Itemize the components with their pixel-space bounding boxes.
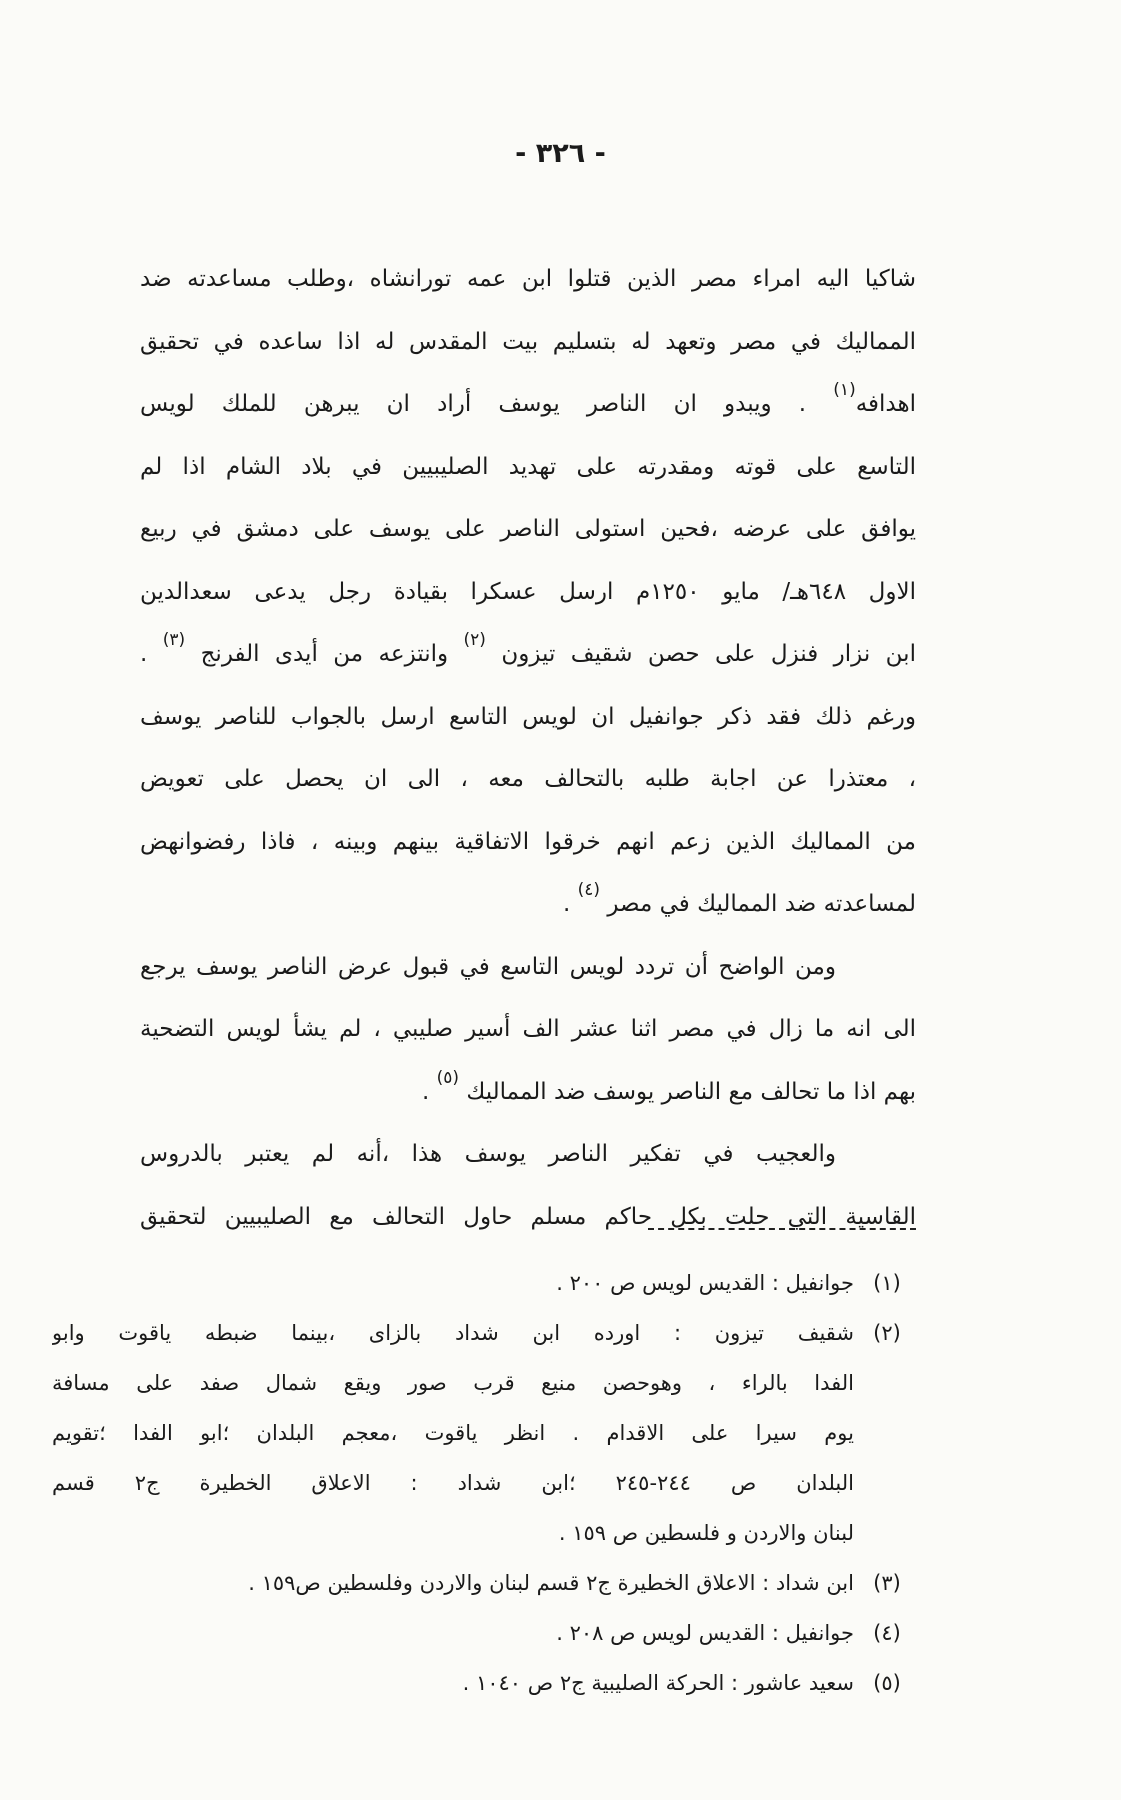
page-number: - ٣٢٦ - (515, 138, 606, 169)
body-line-part: لمساعدته ضد المماليك في مصر (607, 891, 916, 917)
footnote-line: لبنان والاردن و فلسطين ص ١٥٩ . (558, 1521, 854, 1545)
footnote-ref: (١) (833, 380, 856, 400)
body-line: يوافق على عرضه ،فحين استولى الناصر على يوسف على دمشق في ربيع (140, 516, 916, 542)
body-line: ، معتذرا عن اجابة طلبه بالتحالف معه ، الى ان يحصل على تعويض (140, 766, 916, 792)
footnote-number: (٤) (873, 1621, 901, 1645)
body-line-rest: ويبدو ان الناصر يوسف أراد ان يبرهن للملك لويس (140, 391, 772, 417)
body-line: لمساعدته ضد المماليك في مصر $^{(٤)}$ . (562, 880, 916, 917)
body-line: ابن نزار فنزل على حصن شقيف تيزون $^{(٢)}$ وانتزعه من أيدى الفرنج $^{(٣)}$ . (140, 630, 916, 667)
body-line: والعجيب في تفكير الناصر يوسف هذا ،أنه لم يعتبر بالدروس (140, 1141, 836, 1167)
body-line: بهم اذا ما تحالف مع الناصر يوسف ضد المماليك $^{(٥)}$ . (421, 1067, 916, 1105)
footnote-body (52, 1558, 854, 1608)
body-line: من المماليك الذين زعم انهم خرقوا الاتفاقية بينهم وبينه ، فاذا رفضوانهض (140, 828, 916, 855)
footnote-number: (٥) (873, 1671, 901, 1695)
body-line: الاول ٦٤٨هـ/ مايو ١٢٥٠م ارسل عسكرا بقيادة رجل يدعى سعدالدين (140, 578, 916, 605)
footnote-ref: (٤) (577, 880, 601, 900)
body-line-part: ابن نزار فنزل على حصن شقيف تيزون (501, 641, 916, 667)
body-line-start: اهدافه (855, 391, 916, 417)
footnote-line: سعيد عاشور : الحركة الصليبية ج٢ ص ١٠٤٠ . (462, 1671, 854, 1695)
footnote (52, 1658, 920, 1708)
footnote-line: جوانفيل : القديس لويس ص ٢٠٠ . (556, 1271, 854, 1295)
footnote-number: (٣) (873, 1571, 901, 1595)
body-line: التاسع على قوته ومقدرته على تهديد الصليبيين في بلاد الشام اذا لم (140, 453, 916, 480)
footnote-ref: (٥) (436, 1067, 460, 1088)
footnote (52, 1308, 920, 1558)
footnote-number: (١) (873, 1271, 901, 1295)
body-text (140, 248, 916, 1248)
footnote-line: الفدا بالراء ، وهوحصن منيع قرب صور ويقع شمال صفد على مسافة (52, 1371, 854, 1395)
footnote (52, 1608, 920, 1658)
footnote-line: البلدان ص ٢٤٤-٢٤٥ ؛ابن شداد : الاعلاق الخطيرة ج٢ قسم (52, 1471, 854, 1495)
body-line-part: وانتزعه من أيدى الفرنج (200, 641, 449, 667)
body-line: ومن الواضح أن تردد لويس التاسع في قبول عرض الناصر يوسف يرجع (140, 953, 836, 980)
footnote (52, 1558, 920, 1608)
footnote-line: جوانفيل : القديس لويس ص ٢٠٨ . (556, 1621, 854, 1645)
footnote-line: شقيف تيزون : اورده ابن شداد بالزاى ،بينما ضبطه ياقوت وابو (52, 1321, 854, 1345)
footnote-body (52, 1258, 854, 1308)
body-line-part: بهم اذا ما تحالف مع الناصر يوسف ضد المماليك (466, 1078, 916, 1105)
footnote-body (52, 1658, 854, 1708)
footnote-body (52, 1308, 854, 1558)
footnote-number: (٢) (873, 1321, 901, 1345)
footnotes (52, 1258, 920, 1708)
body-line: اهدافه$^{(١)}$ . ويبدو ان الناصر يوسف أراد ان يبرهن للملك لويس (140, 380, 916, 417)
footnote (52, 1258, 920, 1308)
footnote-line: ابن شداد : الاعلاق الخطيرة ج٢ قسم لبنان والاردن وفلسطين ص١٥٩ . (248, 1571, 854, 1595)
body-line: ورغم ذلك فقد ذكر جوانفيل ان لويس التاسع ارسل بالجواب للناصر يوسف (140, 703, 916, 730)
body-line: شاكيا اليه امراء مصر الذين قتلوا ابن عمه تورانشاه ،وطلب مساعدته ضد (140, 266, 916, 292)
body-line: المماليك في مصر وتعهد له بتسليم بيت المقدس له اذا ساعده في تحقيق (140, 328, 916, 355)
footnote-separator (648, 1228, 916, 1230)
footnote-line: يوم سيرا على الاقدام . انظر ياقوت ،معجم البلدان ؛ابو الفدا ؛تقويم (52, 1421, 854, 1445)
footnote-ref: (٣) (162, 630, 186, 650)
body-line: القاسية التي حلت بكل حاكم مسلم حاول التحالف مع الصليبيين لتحقيق (140, 1203, 916, 1230)
footnote-body (52, 1608, 854, 1658)
footnote-ref: (٢) (463, 630, 486, 650)
body-line: الى انه ما زال في مصر اثنا عشر الف أسير صليبي ، لم يشأ لويس التضحية (140, 1016, 916, 1042)
